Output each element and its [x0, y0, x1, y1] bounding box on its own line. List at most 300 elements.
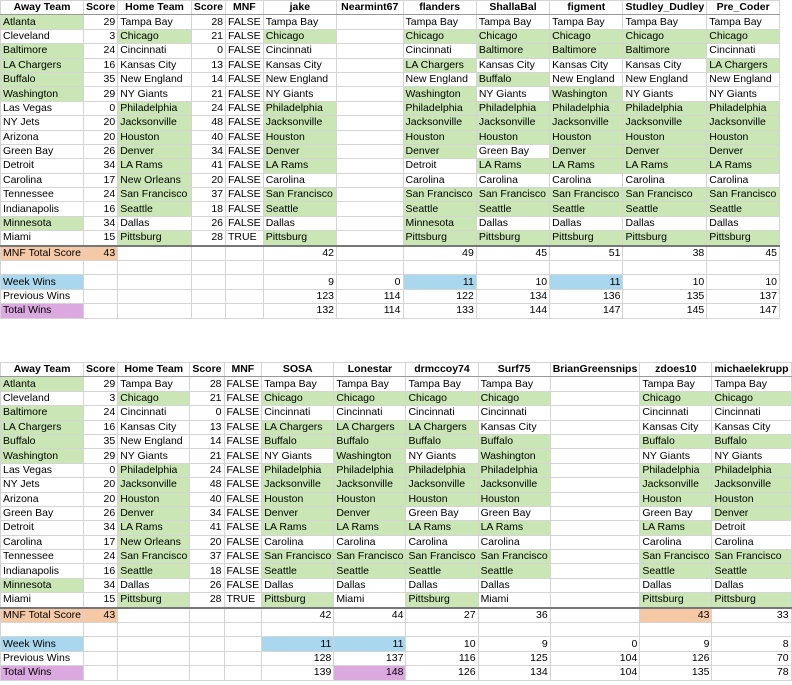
pick-cell[interactable]: Kansas City: [263, 58, 336, 72]
home-team-cell[interactable]: Jacksonville: [118, 116, 192, 130]
mnf-guess-cell[interactable]: 49: [403, 246, 476, 261]
pick-cell[interactable]: Carolina: [478, 535, 550, 549]
pick-cell[interactable]: Denver: [623, 144, 707, 158]
pick-cell[interactable]: Dallas: [623, 216, 707, 230]
home-score-cell[interactable]: 14: [190, 434, 224, 448]
pick-cell[interactable]: Philadelphia: [623, 101, 707, 115]
empty-cell[interactable]: [118, 623, 190, 637]
pick-cell[interactable]: Buffalo: [262, 434, 334, 448]
pick-cell[interactable]: LA Chargers: [262, 420, 334, 434]
pick-cell[interactable]: Dallas: [640, 578, 712, 592]
pick-cell[interactable]: Philadelphia: [334, 463, 406, 477]
mnf-flag-cell[interactable]: FALSE: [226, 58, 264, 72]
empty-cell[interactable]: [118, 608, 190, 623]
home-score-cell[interactable]: 20: [191, 173, 225, 187]
pick-cell[interactable]: Houston: [403, 130, 476, 144]
pick-cell[interactable]: Kansas City: [476, 58, 549, 72]
away-score-cell[interactable]: 29: [84, 377, 118, 391]
pick-cell[interactable]: Carolina: [476, 173, 549, 187]
mnf-flag-cell[interactable]: FALSE: [226, 202, 264, 216]
mnf-total-label[interactable]: MNF Total Score: [1, 608, 84, 623]
away-team-cell[interactable]: LA Chargers: [1, 420, 84, 434]
pick-cell[interactable]: Dallas: [478, 578, 550, 592]
pick-cell[interactable]: Carolina: [263, 173, 336, 187]
empty-cell[interactable]: [84, 289, 118, 303]
mnf-flag-cell[interactable]: FALSE: [224, 521, 262, 535]
home-team-cell[interactable]: Kansas City: [118, 420, 190, 434]
pick-cell[interactable]: NY Giants: [406, 449, 478, 463]
column-header[interactable]: zdoes10: [640, 363, 712, 377]
home-team-cell[interactable]: Chicago: [118, 391, 190, 405]
away-team-cell[interactable]: Indianapolis: [1, 202, 84, 216]
week-wins-value[interactable]: 10: [623, 275, 707, 289]
home-score-cell[interactable]: 28: [191, 231, 225, 246]
pick-cell[interactable]: Pittsburg: [403, 231, 476, 246]
total-wins-value[interactable]: 147: [550, 304, 623, 318]
mnf-flag-cell[interactable]: FALSE: [226, 188, 264, 202]
home-team-cell[interactable]: New England: [118, 72, 192, 86]
away-score-cell[interactable]: 15: [84, 231, 118, 246]
week-wins-value[interactable]: 11: [262, 637, 334, 651]
away-score-cell[interactable]: 3: [84, 391, 118, 405]
mnf-flag-cell[interactable]: FALSE: [226, 173, 264, 187]
empty-cell[interactable]: [224, 623, 262, 637]
pick-cell[interactable]: LA Chargers: [334, 420, 406, 434]
away-team-cell[interactable]: Minnesota: [1, 578, 84, 592]
pick-cell[interactable]: [550, 578, 640, 592]
previous-wins-value[interactable]: 134: [476, 289, 549, 303]
away-score-cell[interactable]: 34: [84, 578, 118, 592]
pick-cell[interactable]: Houston: [334, 492, 406, 506]
mnf-flag-cell[interactable]: FALSE: [224, 564, 262, 578]
pick-cell[interactable]: Washington: [478, 449, 550, 463]
empty-cell[interactable]: [84, 275, 118, 289]
total-wins-label[interactable]: Total Wins: [1, 666, 84, 680]
home-score-cell[interactable]: 13: [190, 420, 224, 434]
home-score-cell[interactable]: 37: [190, 550, 224, 564]
previous-wins-value[interactable]: 116: [406, 651, 478, 665]
pick-cell[interactable]: Seattle: [550, 202, 623, 216]
pick-cell[interactable]: Seattle: [334, 564, 406, 578]
total-wins-value[interactable]: 126: [406, 666, 478, 680]
mnf-guess-cell[interactable]: [337, 246, 403, 261]
pick-cell[interactable]: Chicago: [262, 391, 334, 405]
pick-cell[interactable]: Denver: [263, 144, 336, 158]
home-score-cell[interactable]: 21: [190, 449, 224, 463]
column-header[interactable]: figment: [550, 1, 623, 15]
away-team-cell[interactable]: Tennessee: [1, 550, 84, 564]
away-team-cell[interactable]: Minnesota: [1, 216, 84, 230]
pick-cell[interactable]: Philadelphia: [263, 101, 336, 115]
empty-cell[interactable]: [263, 261, 336, 275]
empty-cell[interactable]: [406, 623, 478, 637]
pick-cell[interactable]: LA Rams: [476, 159, 549, 173]
pick-cell[interactable]: Dallas: [707, 216, 780, 230]
pick-cell[interactable]: Seattle: [263, 202, 336, 216]
home-team-cell[interactable]: Kansas City: [118, 58, 192, 72]
pick-cell[interactable]: Dallas: [334, 578, 406, 592]
pick-cell[interactable]: New England: [403, 72, 476, 86]
away-team-cell[interactable]: Cleveland: [1, 29, 84, 43]
home-team-cell[interactable]: NY Giants: [118, 87, 192, 101]
pick-cell[interactable]: Baltimore: [623, 44, 707, 58]
pick-cell[interactable]: [550, 449, 640, 463]
previous-wins-value[interactable]: 104: [550, 651, 640, 665]
home-team-cell[interactable]: Philadelphia: [118, 463, 190, 477]
pick-cell[interactable]: Tampa Bay: [707, 15, 780, 29]
empty-cell[interactable]: [226, 261, 264, 275]
away-score-cell[interactable]: 20: [84, 478, 118, 492]
pick-cell[interactable]: Houston: [478, 492, 550, 506]
pick-cell[interactable]: Detroit: [403, 159, 476, 173]
home-score-cell[interactable]: 48: [190, 478, 224, 492]
pick-cell[interactable]: Chicago: [476, 29, 549, 43]
pick-cell[interactable]: New England: [623, 72, 707, 86]
mnf-guess-cell[interactable]: 42: [263, 246, 336, 261]
pick-cell[interactable]: Cincinnati: [403, 44, 476, 58]
pick-cell[interactable]: San Francisco: [640, 550, 712, 564]
pick-cell[interactable]: Philadelphia: [712, 463, 791, 477]
away-score-cell[interactable]: 35: [84, 434, 118, 448]
pick-cell[interactable]: Jacksonville: [478, 478, 550, 492]
empty-cell[interactable]: [226, 304, 264, 318]
away-team-cell[interactable]: Las Vegas: [1, 101, 84, 115]
mnf-flag-cell[interactable]: FALSE: [226, 216, 264, 230]
home-team-cell[interactable]: New Orleans: [118, 173, 192, 187]
home-team-cell[interactable]: Chicago: [118, 29, 192, 43]
mnf-flag-cell[interactable]: FALSE: [226, 15, 264, 29]
pick-cell[interactable]: Philadelphia: [476, 101, 549, 115]
pick-cell[interactable]: Chicago: [707, 29, 780, 43]
previous-wins-value[interactable]: 126: [640, 651, 712, 665]
pick-cell[interactable]: [337, 216, 403, 230]
home-score-cell[interactable]: 13: [191, 58, 225, 72]
home-score-cell[interactable]: 21: [190, 391, 224, 405]
pick-cell[interactable]: Washington: [334, 449, 406, 463]
home-score-cell[interactable]: 28: [190, 593, 224, 608]
pick-cell[interactable]: Carolina: [334, 535, 406, 549]
away-team-cell[interactable]: Arizona: [1, 130, 84, 144]
home-team-cell[interactable]: Tampa Bay: [118, 15, 192, 29]
home-score-cell[interactable]: 26: [191, 216, 225, 230]
mnf-flag-cell[interactable]: FALSE: [224, 434, 262, 448]
pick-cell[interactable]: Miami: [334, 593, 406, 608]
pick-cell[interactable]: Denver: [334, 506, 406, 520]
empty-cell[interactable]: [403, 261, 476, 275]
pick-cell[interactable]: Washington: [550, 87, 623, 101]
week-wins-value[interactable]: 8: [712, 637, 791, 651]
pick-cell[interactable]: Dallas: [406, 578, 478, 592]
home-score-cell[interactable]: 21: [191, 87, 225, 101]
column-header[interactable]: jake: [263, 1, 336, 15]
pick-cell[interactable]: Carolina: [712, 535, 791, 549]
pick-cell[interactable]: Pittsburg: [262, 593, 334, 608]
pick-cell[interactable]: Cincinnati: [263, 44, 336, 58]
pick-cell[interactable]: Houston: [640, 492, 712, 506]
pick-cell[interactable]: LA Chargers: [707, 58, 780, 72]
previous-wins-value[interactable]: 136: [550, 289, 623, 303]
pick-cell[interactable]: [337, 231, 403, 246]
pick-cell[interactable]: Pittsburg: [707, 231, 780, 246]
week-wins-value[interactable]: 10: [406, 637, 478, 651]
away-score-cell[interactable]: 26: [84, 144, 118, 158]
pick-cell[interactable]: Jacksonville: [262, 478, 334, 492]
away-team-cell[interactable]: Arizona: [1, 492, 84, 506]
home-team-cell[interactable]: Jacksonville: [118, 478, 190, 492]
pick-cell[interactable]: Denver: [707, 144, 780, 158]
total-wins-value[interactable]: 114: [337, 304, 403, 318]
pick-cell[interactable]: Buffalo: [640, 434, 712, 448]
mnf-flag-cell[interactable]: FALSE: [224, 449, 262, 463]
pick-cell[interactable]: [550, 492, 640, 506]
empty-cell[interactable]: [707, 261, 780, 275]
previous-wins-value[interactable]: 122: [403, 289, 476, 303]
pick-cell[interactable]: Carolina: [403, 173, 476, 187]
column-header[interactable]: MNF: [224, 363, 262, 377]
home-score-cell[interactable]: 24: [191, 101, 225, 115]
empty-cell[interactable]: [84, 666, 118, 680]
away-score-cell[interactable]: 20: [84, 116, 118, 130]
pick-cell[interactable]: New England: [263, 72, 336, 86]
column-header[interactable]: Away Team: [1, 363, 84, 377]
pick-cell[interactable]: NY Giants: [707, 87, 780, 101]
away-score-cell[interactable]: 16: [84, 564, 118, 578]
column-header[interactable]: BrianGreensnips: [550, 363, 640, 377]
away-team-cell[interactable]: NY Jets: [1, 116, 84, 130]
empty-cell[interactable]: [337, 261, 403, 275]
previous-wins-value[interactable]: 114: [337, 289, 403, 303]
home-score-cell[interactable]: 28: [191, 15, 225, 29]
empty-cell[interactable]: [84, 623, 118, 637]
mnf-flag-cell[interactable]: FALSE: [226, 101, 264, 115]
empty-cell[interactable]: [224, 666, 262, 680]
total-wins-value[interactable]: 133: [403, 304, 476, 318]
pick-cell[interactable]: Philadelphia: [406, 463, 478, 477]
pick-cell[interactable]: [550, 463, 640, 477]
away-team-cell[interactable]: Atlanta: [1, 15, 84, 29]
pick-cell[interactable]: [550, 521, 640, 535]
pick-cell[interactable]: San Francisco: [476, 188, 549, 202]
pick-cell[interactable]: San Francisco: [263, 188, 336, 202]
column-header[interactable]: Score: [84, 1, 118, 15]
away-score-cell[interactable]: 34: [84, 159, 118, 173]
pick-cell[interactable]: Kansas City: [623, 58, 707, 72]
pick-cell[interactable]: Buffalo: [334, 434, 406, 448]
away-score-cell[interactable]: 16: [84, 420, 118, 434]
pick-cell[interactable]: San Francisco: [623, 188, 707, 202]
away-team-cell[interactable]: Washington: [1, 449, 84, 463]
empty-cell[interactable]: [1, 261, 84, 275]
pick-cell[interactable]: Pittsburg: [640, 593, 712, 608]
pick-cell[interactable]: Pittsburg: [623, 231, 707, 246]
empty-cell[interactable]: [476, 261, 549, 275]
empty-cell[interactable]: [84, 261, 118, 275]
away-score-cell[interactable]: 29: [84, 15, 118, 29]
home-score-cell[interactable]: 18: [191, 202, 225, 216]
previous-wins-value[interactable]: 128: [262, 651, 334, 665]
pick-cell[interactable]: Tampa Bay: [712, 377, 791, 391]
pick-cell[interactable]: Detroit: [712, 521, 791, 535]
pick-cell[interactable]: Tampa Bay: [406, 377, 478, 391]
away-score-cell[interactable]: 24: [84, 550, 118, 564]
previous-wins-value[interactable]: 137: [334, 651, 406, 665]
pick-cell[interactable]: New England: [707, 72, 780, 86]
pick-cell[interactable]: LA Chargers: [403, 58, 476, 72]
column-header[interactable]: Score: [84, 363, 118, 377]
away-team-cell[interactable]: Cleveland: [1, 391, 84, 405]
pick-cell[interactable]: Seattle: [623, 202, 707, 216]
home-score-cell[interactable]: 34: [191, 144, 225, 158]
week-wins-value[interactable]: 11: [403, 275, 476, 289]
previous-wins-value[interactable]: 125: [478, 651, 550, 665]
empty-cell[interactable]: [190, 666, 224, 680]
pick-cell[interactable]: Cincinnati: [712, 406, 791, 420]
home-score-cell[interactable]: 24: [190, 463, 224, 477]
mnf-guess-cell[interactable]: 51: [550, 246, 623, 261]
previous-wins-value[interactable]: 70: [712, 651, 791, 665]
pick-cell[interactable]: Dallas: [263, 216, 336, 230]
home-team-cell[interactable]: Seattle: [118, 202, 192, 216]
mnf-guess-cell[interactable]: 27: [406, 608, 478, 623]
pick-cell[interactable]: Tampa Bay: [476, 15, 549, 29]
mnf-flag-cell[interactable]: TRUE: [224, 593, 262, 608]
pick-cell[interactable]: Denver: [403, 144, 476, 158]
pick-cell[interactable]: Dallas: [550, 216, 623, 230]
away-team-cell[interactable]: LA Chargers: [1, 58, 84, 72]
pick-cell[interactable]: Buffalo: [476, 72, 549, 86]
home-team-cell[interactable]: LA Rams: [118, 159, 192, 173]
week-wins-value[interactable]: 0: [337, 275, 403, 289]
pick-cell[interactable]: LA Rams: [623, 159, 707, 173]
pick-cell[interactable]: Jacksonville: [476, 116, 549, 130]
pick-cell[interactable]: [337, 173, 403, 187]
away-score-cell[interactable]: 0: [84, 463, 118, 477]
home-team-cell[interactable]: Dallas: [118, 216, 192, 230]
previous-wins-label[interactable]: Previous Wins: [1, 651, 84, 665]
pick-cell[interactable]: New England: [550, 72, 623, 86]
away-team-cell[interactable]: Buffalo: [1, 72, 84, 86]
home-score-cell[interactable]: 40: [191, 130, 225, 144]
pick-cell[interactable]: Philadelphia: [403, 101, 476, 115]
pick-cell[interactable]: LA Chargers: [406, 420, 478, 434]
pick-cell[interactable]: Jacksonville: [406, 478, 478, 492]
mnf-flag-cell[interactable]: FALSE: [226, 130, 264, 144]
week-wins-value[interactable]: 11: [550, 275, 623, 289]
home-score-cell[interactable]: 41: [191, 159, 225, 173]
pick-cell[interactable]: Buffalo: [478, 434, 550, 448]
mnf-flag-cell[interactable]: FALSE: [224, 463, 262, 477]
home-score-cell[interactable]: 26: [190, 578, 224, 592]
home-score-cell[interactable]: 0: [190, 406, 224, 420]
empty-cell[interactable]: [224, 651, 262, 665]
pick-cell[interactable]: [337, 202, 403, 216]
mnf-flag-cell[interactable]: FALSE: [224, 506, 262, 520]
home-team-cell[interactable]: Tampa Bay: [118, 377, 190, 391]
pick-cell[interactable]: Denver: [262, 506, 334, 520]
pick-cell[interactable]: Green Bay: [476, 144, 549, 158]
pick-cell[interactable]: San Francisco: [712, 550, 791, 564]
pick-cell[interactable]: Cincinnati: [478, 406, 550, 420]
pick-cell[interactable]: [550, 478, 640, 492]
pick-cell[interactable]: Pittsburg: [476, 231, 549, 246]
column-header[interactable]: michaelekrupp: [712, 363, 791, 377]
column-header[interactable]: Surf75: [478, 363, 550, 377]
previous-wins-value[interactable]: 135: [623, 289, 707, 303]
empty-cell[interactable]: [118, 246, 192, 261]
away-score-cell[interactable]: 17: [84, 173, 118, 187]
pick-cell[interactable]: [337, 58, 403, 72]
pick-cell[interactable]: Tampa Bay: [334, 377, 406, 391]
pick-cell[interactable]: Dallas: [262, 578, 334, 592]
pick-cell[interactable]: [337, 101, 403, 115]
pick-cell[interactable]: [337, 15, 403, 29]
away-team-cell[interactable]: Baltimore: [1, 44, 84, 58]
pick-cell[interactable]: Denver: [550, 144, 623, 158]
home-team-cell[interactable]: Denver: [118, 506, 190, 520]
pick-cell[interactable]: [550, 506, 640, 520]
home-team-cell[interactable]: New Orleans: [118, 535, 190, 549]
pick-cell[interactable]: Dallas: [476, 216, 549, 230]
pick-cell[interactable]: Chicago: [334, 391, 406, 405]
pick-cell[interactable]: Chicago: [550, 29, 623, 43]
empty-cell[interactable]: [224, 637, 262, 651]
empty-cell[interactable]: [550, 261, 623, 275]
pick-cell[interactable]: San Francisco: [262, 550, 334, 564]
pick-cell[interactable]: Chicago: [712, 391, 791, 405]
empty-cell[interactable]: [118, 637, 190, 651]
away-score-cell[interactable]: 20: [84, 492, 118, 506]
empty-cell[interactable]: [334, 623, 406, 637]
home-team-cell[interactable]: Houston: [118, 130, 192, 144]
empty-cell[interactable]: [190, 651, 224, 665]
home-score-cell[interactable]: 21: [191, 29, 225, 43]
away-score-cell[interactable]: 20: [84, 130, 118, 144]
mnf-flag-cell[interactable]: FALSE: [226, 44, 264, 58]
pick-cell[interactable]: Seattle: [478, 564, 550, 578]
pick-cell[interactable]: [550, 420, 640, 434]
pick-cell[interactable]: [550, 377, 640, 391]
empty-cell[interactable]: [118, 304, 192, 318]
empty-cell[interactable]: [224, 608, 262, 623]
empty-cell[interactable]: [191, 275, 225, 289]
pick-cell[interactable]: Chicago: [640, 391, 712, 405]
pick-cell[interactable]: Chicago: [263, 29, 336, 43]
away-team-cell[interactable]: Indianapolis: [1, 564, 84, 578]
column-header[interactable]: SOSA: [262, 363, 334, 377]
mnf-flag-cell[interactable]: FALSE: [224, 550, 262, 564]
mnf-guess-cell[interactable]: 44: [334, 608, 406, 623]
pick-cell[interactable]: Chicago: [403, 29, 476, 43]
previous-wins-label[interactable]: Previous Wins: [1, 289, 84, 303]
home-team-cell[interactable]: Cincinnati: [118, 44, 192, 58]
home-score-cell[interactable]: 0: [191, 44, 225, 58]
pick-cell[interactable]: Carolina: [707, 173, 780, 187]
pick-cell[interactable]: Carolina: [550, 173, 623, 187]
away-score-cell[interactable]: 3: [84, 29, 118, 43]
mnf-flag-cell[interactable]: FALSE: [224, 535, 262, 549]
mnf-flag-cell[interactable]: FALSE: [224, 406, 262, 420]
pick-cell[interactable]: Cincinnati: [640, 406, 712, 420]
home-score-cell[interactable]: 41: [190, 521, 224, 535]
home-score-cell[interactable]: 34: [190, 506, 224, 520]
pick-cell[interactable]: San Francisco: [403, 188, 476, 202]
empty-cell[interactable]: [84, 637, 118, 651]
pick-cell[interactable]: LA Rams: [406, 521, 478, 535]
pick-cell[interactable]: Baltimore: [550, 44, 623, 58]
column-header[interactable]: ShallaBal: [476, 1, 549, 15]
away-team-cell[interactable]: Detroit: [1, 159, 84, 173]
pick-cell[interactable]: Pittsburg: [263, 231, 336, 246]
